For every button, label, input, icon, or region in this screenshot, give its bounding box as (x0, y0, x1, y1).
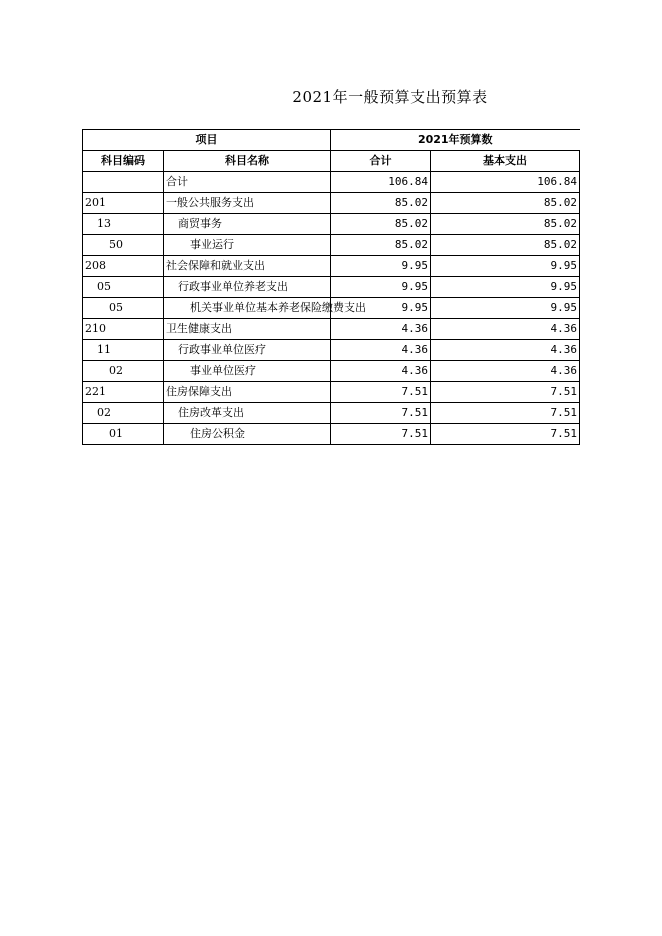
header-column-row (83, 151, 580, 172)
cell-name: 卫生健康支出 (164, 319, 331, 340)
cell-code: 01 (83, 424, 164, 445)
cell-code: 05 (83, 277, 164, 298)
cell-code: 02 (83, 403, 164, 424)
cell-code (83, 172, 164, 193)
table-row (83, 172, 580, 193)
table-row (83, 214, 580, 235)
cell-basic: 9.95 (431, 277, 580, 298)
cell-total: 85.02 (331, 193, 431, 214)
cell-basic: 4.36 (431, 340, 580, 361)
table-row (83, 403, 580, 424)
cell-total: 7.51 (331, 424, 431, 445)
cell-code: 11 (83, 340, 164, 361)
page-title: 2021年一般预算支出预算表 (292, 88, 488, 106)
cell-name: 住房公积金 (164, 424, 331, 445)
budget-table (82, 129, 580, 445)
cell-name: 住房改革支出 (164, 403, 331, 424)
cell-basic: 4.36 (431, 319, 580, 340)
header-total: 合计 (331, 151, 431, 172)
cell-name: 机关事业单位基本养老保险缴费支出 (164, 298, 331, 319)
table-row (83, 277, 580, 298)
cell-total: 4.36 (331, 319, 431, 340)
table-row (83, 298, 580, 319)
header-basic: 基本支出 (431, 151, 580, 172)
header-name: 科目名称 (164, 151, 331, 172)
table-row (83, 319, 580, 340)
header-item-group: 项目 (83, 130, 331, 151)
table-row (83, 193, 580, 214)
cell-code: 05 (83, 298, 164, 319)
cell-basic: 4.36 (431, 361, 580, 382)
cell-total: 9.95 (331, 256, 431, 277)
table-row (83, 361, 580, 382)
cell-name: 住房保障支出 (164, 382, 331, 403)
cell-code: 50 (83, 235, 164, 256)
cell-name: 事业单位医疗 (164, 361, 331, 382)
header-group-row (83, 130, 580, 151)
cell-basic: 9.95 (431, 256, 580, 277)
cell-code: 02 (83, 361, 164, 382)
cell-name: 商贸事务 (164, 214, 331, 235)
cell-name: 事业运行 (164, 235, 331, 256)
table-row (83, 424, 580, 445)
cell-code: 221 (83, 382, 164, 403)
cell-basic: 106.84 (431, 172, 580, 193)
table-row (83, 235, 580, 256)
cell-code: 13 (83, 214, 164, 235)
cell-name: 行政事业单位养老支出 (164, 277, 331, 298)
header-code: 科目编码 (83, 151, 164, 172)
cell-basic: 85.02 (431, 214, 580, 235)
cell-name: 合计 (164, 172, 331, 193)
cell-basic: 9.95 (431, 298, 580, 319)
cell-total: 9.95 (331, 277, 431, 298)
cell-total: 85.02 (331, 214, 431, 235)
cell-basic: 85.02 (431, 235, 580, 256)
cell-code: 210 (83, 319, 164, 340)
cell-total: 9.95 (331, 298, 431, 319)
cell-code: 208 (83, 256, 164, 277)
cell-total: 7.51 (331, 403, 431, 424)
cell-name: 社会保障和就业支出 (164, 256, 331, 277)
cell-code: 201 (83, 193, 164, 214)
table-row (83, 256, 580, 277)
cell-total: 4.36 (331, 340, 431, 361)
cell-total: 106.84 (331, 172, 431, 193)
cell-total: 4.36 (331, 361, 431, 382)
cell-basic: 7.51 (431, 403, 580, 424)
cell-total: 85.02 (331, 235, 431, 256)
cell-name: 一般公共服务支出 (164, 193, 331, 214)
cell-name: 行政事业单位医疗 (164, 340, 331, 361)
cell-basic: 7.51 (431, 424, 580, 445)
header-budget-group: 2021年预算数 (331, 130, 580, 151)
cell-basic: 7.51 (431, 382, 580, 403)
cell-total: 7.51 (331, 382, 431, 403)
cell-basic: 85.02 (431, 193, 580, 214)
table-row (83, 382, 580, 403)
table-row (83, 340, 580, 361)
